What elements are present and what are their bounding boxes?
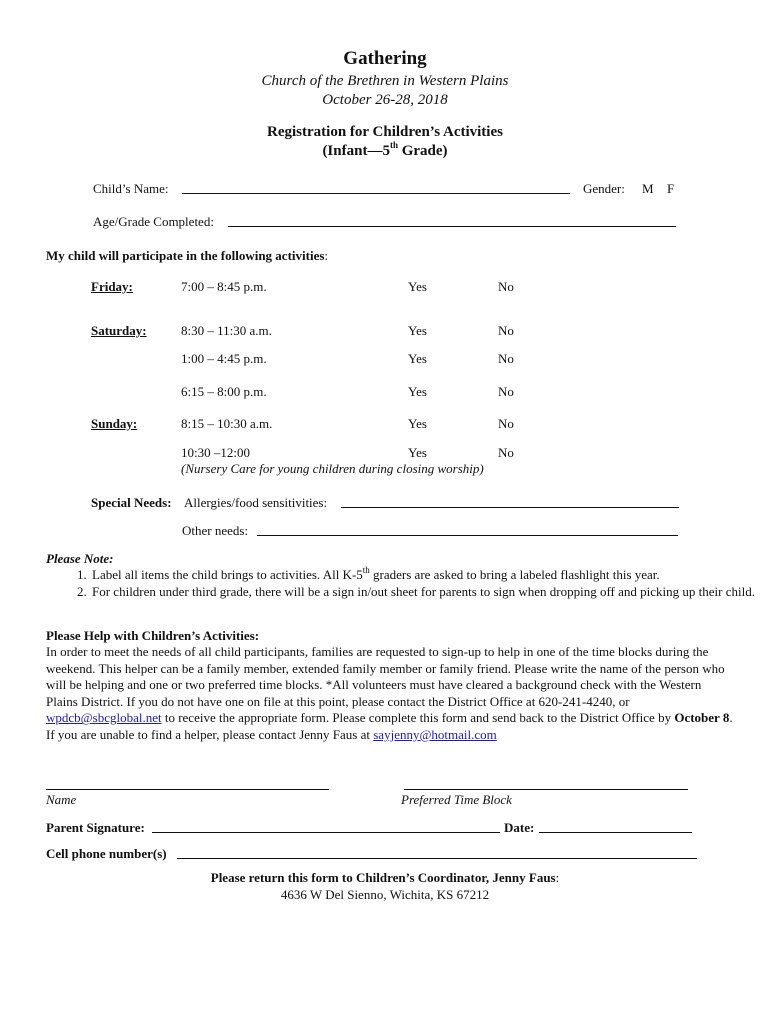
gender-label: Gender: [583,181,625,196]
special-needs-label: Special Needs: [91,495,172,510]
cell-phone-field[interactable] [177,858,697,859]
activity-time: 8:30 – 11:30 a.m. [181,323,272,338]
activities-heading: My child will participate in the following activities: [46,248,329,263]
activity-time: 10:30 –12:00 [181,445,250,460]
deadline: October 8 [674,710,730,726]
preferred-time-label: Preferred Time Block [401,792,512,807]
help-heading: Please Help with Children’s Activities: [46,628,260,643]
return-address: 4636 W Del Sienno, Wichita, KS 67212 [280,887,490,902]
child-name-field[interactable] [182,193,570,194]
activity-time: 7:00 – 8:45 p.m. [181,279,267,294]
no-option[interactable]: No [498,323,514,338]
no-option[interactable]: No [498,279,514,294]
coordinator-email-link[interactable]: sayjenny@hotmail.com [373,726,497,742]
preferred-time-field[interactable] [404,789,688,790]
return-instructions: Please return this form to Children’s Coordinator, Jenny Faus: [210,870,560,885]
date-field[interactable] [539,832,692,833]
page-title: Gathering [343,48,427,69]
grade-range: (Infant—5th Grade) [322,140,448,159]
child-name-label: Child’s Name: [93,181,169,196]
other-needs-field[interactable] [257,535,678,536]
please-note-heading: Please Note: [46,551,114,566]
yes-option[interactable]: Yes [408,323,427,338]
sunday-label: Sunday: [91,416,138,431]
nursery-note: (Nursery Care for young children during closing worship) [181,461,484,476]
parent-signature-field[interactable] [152,832,500,833]
gender-option-f[interactable]: F [667,181,675,196]
age-grade-label: Age/Grade Completed: [93,214,214,229]
note-item: 1. Label all items the child brings to activities. All K-5th graders are asked to bring a labeled flashlight this year. [90,567,770,584]
gender-option-m[interactable]: M [642,181,654,196]
yes-option[interactable]: Yes [408,416,427,431]
saturday-label: Saturday: [91,323,147,338]
allergies-label: Allergies/food sensitivities: [184,495,328,510]
note-item: 2. For children under third grade, there will be a sign in/out sheet for parents to sign when dropping off and picking up their child. [90,584,770,601]
no-option[interactable]: No [498,445,514,460]
notes-list [46,564,770,600]
yes-option[interactable]: Yes [408,351,427,366]
event-dates: October 26-28, 2018 [322,92,448,108]
activity-time: 8:15 – 10:30 a.m. [181,416,273,431]
activity-time: 6:15 – 8:00 p.m. [181,384,267,399]
date-label: Date: [504,820,535,835]
cell-phone-label: Cell phone number(s) [46,846,167,861]
age-grade-field[interactable] [228,226,676,227]
allergies-field[interactable] [341,507,679,508]
helper-name-field[interactable] [46,789,329,790]
helper-name-label: Name [46,792,77,807]
yes-option[interactable]: Yes [408,384,427,399]
yes-option[interactable]: Yes [408,445,427,460]
activity-time: 1:00 – 4:45 p.m. [181,351,267,366]
no-option[interactable]: No [498,351,514,366]
no-option[interactable]: No [498,384,514,399]
yes-option[interactable]: Yes [408,279,427,294]
organization-subtitle: Church of the Brethren in Western Plains [261,73,509,89]
help-paragraph: In order to meet the needs of all child participants, families are requested to sign-up to help in one of the time blocks during the weekend. This helper can be a family member, extended family member or family friend. Please write the name of the person who will be helping and one or two preferred time blocks. *All volunteers must have cleared a background check with the Western Plains District. If you do not have one on file at this point, please contact the District Office at 620-241-4240, or wpdcb@sbcglobal.net to receive the appropriate form. Please complete this form and send back to the District Office by October 8. If you are unable to find a helper, please contact Jenny Faus at sayjenny@hotmail.com [46,644,733,742]
district-email-link[interactable]: wpdcb@sbcglobal.net [46,710,162,726]
other-needs-label: Other needs: [182,523,249,538]
parent-signature-label: Parent Signature: [46,820,145,835]
registration-title: Registration for Children’s Activities [267,124,503,140]
friday-label: Friday: [91,279,133,294]
no-option[interactable]: No [498,416,514,431]
